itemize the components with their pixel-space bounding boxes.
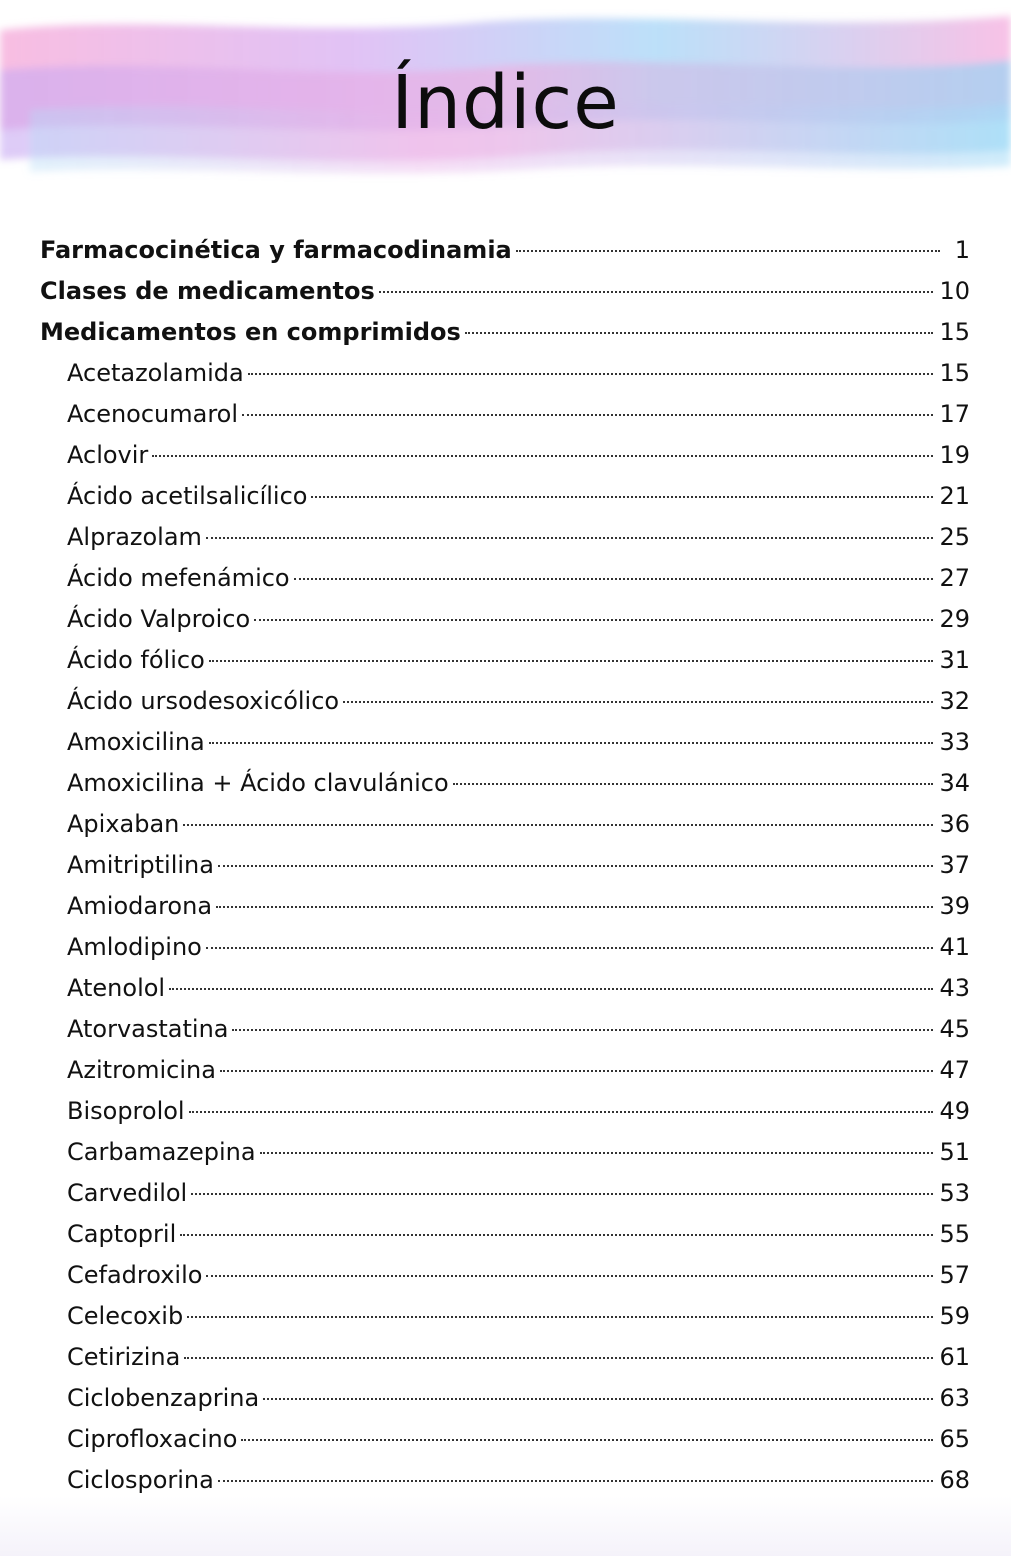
dot-leader xyxy=(263,1398,933,1400)
toc-entry[interactable] xyxy=(40,845,970,886)
dot-leader xyxy=(169,988,933,990)
toc-section-label: Clases de medicamentos xyxy=(40,277,375,305)
dot-leader xyxy=(241,1439,933,1441)
toc-entry[interactable] xyxy=(40,1296,970,1337)
toc-entry-label: Ciprofloxacino xyxy=(67,1425,238,1453)
toc-entry[interactable] xyxy=(40,599,970,640)
toc-entry[interactable] xyxy=(40,1337,970,1378)
toc-page-number: 45 xyxy=(939,1015,970,1043)
dot-leader xyxy=(248,373,934,375)
toc-entry-label: Carvedilol xyxy=(67,1179,188,1207)
dot-leader xyxy=(189,1111,934,1113)
toc-page-number: 33 xyxy=(939,728,970,756)
toc-section[interactable] xyxy=(40,230,970,271)
toc-page-number: 17 xyxy=(939,400,970,428)
toc-entry-label: Cefadroxilo xyxy=(67,1261,203,1289)
dot-leader xyxy=(379,291,934,293)
dot-leader xyxy=(218,1480,934,1482)
dot-leader xyxy=(191,1193,933,1195)
dot-leader xyxy=(453,783,934,785)
toc-entry-label: Ácido Valproico xyxy=(67,605,251,633)
toc-entry[interactable] xyxy=(40,394,970,435)
dot-leader xyxy=(183,824,933,826)
toc-page-number: 41 xyxy=(939,933,970,961)
toc-entry[interactable] xyxy=(40,927,970,968)
toc-entry-label: Amlodipino xyxy=(67,933,202,961)
toc-entry[interactable] xyxy=(40,1050,970,1091)
dot-leader xyxy=(209,660,934,662)
toc-entry-label: Celecoxib xyxy=(67,1302,184,1330)
toc-entry[interactable] xyxy=(40,476,970,517)
toc-page-number: 32 xyxy=(939,687,970,715)
toc-page-number: 37 xyxy=(939,851,970,879)
toc-page-number: 55 xyxy=(939,1220,970,1248)
toc-entry[interactable] xyxy=(40,1132,970,1173)
toc-entry-label: Alprazolam xyxy=(67,523,202,551)
toc-entry-label: Acetazolamida xyxy=(67,359,244,387)
toc-section-label: Farmacocinética y farmacodinamia xyxy=(40,236,512,264)
dot-leader xyxy=(180,1234,933,1236)
dot-leader xyxy=(343,701,933,703)
toc-entry[interactable] xyxy=(40,353,970,394)
dot-leader xyxy=(209,742,934,744)
toc-entry-label: Ácido acetilsalicílico xyxy=(67,482,308,510)
toc-page-number: 49 xyxy=(939,1097,970,1125)
dot-leader xyxy=(254,619,933,621)
toc-page-number: 65 xyxy=(939,1425,970,1453)
toc-entry[interactable] xyxy=(40,1091,970,1132)
toc-section[interactable] xyxy=(40,271,970,312)
toc-page-number: 19 xyxy=(939,441,970,469)
toc-page-number: 27 xyxy=(939,564,970,592)
dot-leader xyxy=(206,947,934,949)
toc-page-number: 10 xyxy=(939,277,970,305)
toc-entry[interactable] xyxy=(40,1214,970,1255)
toc-page-number: 39 xyxy=(939,892,970,920)
toc-entry-label: Amoxicilina + Ácido clavulánico xyxy=(67,769,449,797)
bottom-fade xyxy=(0,1496,1011,1556)
table-of-contents xyxy=(40,230,970,1501)
dot-leader xyxy=(232,1029,933,1031)
toc-entry-label: Ácido fólico xyxy=(67,646,205,674)
toc-entry[interactable] xyxy=(40,435,970,476)
dot-leader xyxy=(465,332,934,334)
toc-entry[interactable] xyxy=(40,517,970,558)
toc-entry[interactable] xyxy=(40,763,970,804)
toc-entry-label: Atenolol xyxy=(67,974,166,1002)
toc-page-number: 63 xyxy=(939,1384,970,1412)
dot-leader xyxy=(516,250,940,252)
toc-entry[interactable] xyxy=(40,722,970,763)
toc-page-number: 43 xyxy=(939,974,970,1002)
dot-leader xyxy=(220,1070,934,1072)
toc-entry-label: Carbamazepina xyxy=(67,1138,256,1166)
dot-leader xyxy=(218,865,933,867)
toc-entry[interactable] xyxy=(40,1173,970,1214)
toc-entry-label: Captopril xyxy=(67,1220,177,1248)
toc-page-number: 59 xyxy=(939,1302,970,1330)
toc-entry-label: Cetirizina xyxy=(67,1343,181,1371)
dot-leader xyxy=(216,906,933,908)
toc-page-number: 36 xyxy=(939,810,970,838)
toc-entry-label: Ciclosporina xyxy=(67,1466,214,1494)
toc-entry[interactable] xyxy=(40,1419,970,1460)
toc-page-number: 57 xyxy=(939,1261,970,1289)
toc-entry-label: Acenocumarol xyxy=(67,400,239,428)
toc-page-number: 21 xyxy=(939,482,970,510)
dot-leader xyxy=(187,1316,933,1318)
toc-entry[interactable] xyxy=(40,558,970,599)
toc-page-number: 61 xyxy=(939,1343,970,1371)
toc-page-number: 53 xyxy=(939,1179,970,1207)
toc-entry[interactable] xyxy=(40,1255,970,1296)
toc-entry[interactable] xyxy=(40,1378,970,1419)
dot-leader xyxy=(184,1357,933,1359)
toc-entry-label: Amitriptilina xyxy=(67,851,214,879)
toc-entry-label: Atorvastatina xyxy=(67,1015,229,1043)
toc-page-number: 25 xyxy=(939,523,970,551)
toc-entry[interactable] xyxy=(40,640,970,681)
toc-entry-label: Amiodarona xyxy=(67,892,213,920)
toc-entry-label: Ciclobenzaprina xyxy=(67,1384,260,1412)
dot-leader xyxy=(311,496,933,498)
dot-leader xyxy=(152,455,933,457)
toc-page-number: 34 xyxy=(939,769,970,797)
page-title: Índice xyxy=(391,60,620,146)
dot-leader xyxy=(206,1275,933,1277)
toc-page-number: 51 xyxy=(939,1138,970,1166)
toc-page-number: 29 xyxy=(939,605,970,633)
toc-entry[interactable] xyxy=(40,886,970,927)
toc-entry-label: Apixaban xyxy=(67,810,180,838)
toc-entry-label: Ácido ursodesoxicólico xyxy=(67,687,340,715)
toc-section[interactable] xyxy=(40,312,970,353)
toc-entry-label: Bisoprolol xyxy=(67,1097,185,1125)
toc-entry[interactable] xyxy=(40,1460,970,1501)
toc-entry-label: Aclovir xyxy=(67,441,149,469)
toc-page-number: 47 xyxy=(939,1056,970,1084)
dot-leader xyxy=(242,414,933,416)
toc-page-number: 1 xyxy=(954,236,970,264)
toc-entry[interactable] xyxy=(40,968,970,1009)
toc-entry[interactable] xyxy=(40,804,970,845)
toc-page-number: 31 xyxy=(939,646,970,674)
dot-leader xyxy=(260,1152,934,1154)
toc-page-number: 15 xyxy=(939,359,970,387)
toc-page-number: 15 xyxy=(939,318,970,346)
toc-entry-label: Azitromicina xyxy=(67,1056,216,1084)
toc-entry-label: Amoxicilina xyxy=(67,728,205,756)
toc-page-number: 68 xyxy=(939,1466,970,1494)
toc-entry[interactable] xyxy=(40,1009,970,1050)
toc-section-label: Medicamentos en comprimidos xyxy=(40,318,461,346)
dot-leader xyxy=(294,578,934,580)
toc-entry[interactable] xyxy=(40,681,970,722)
toc-entry-label: Ácido mefenámico xyxy=(67,564,290,592)
dot-leader xyxy=(206,537,934,539)
